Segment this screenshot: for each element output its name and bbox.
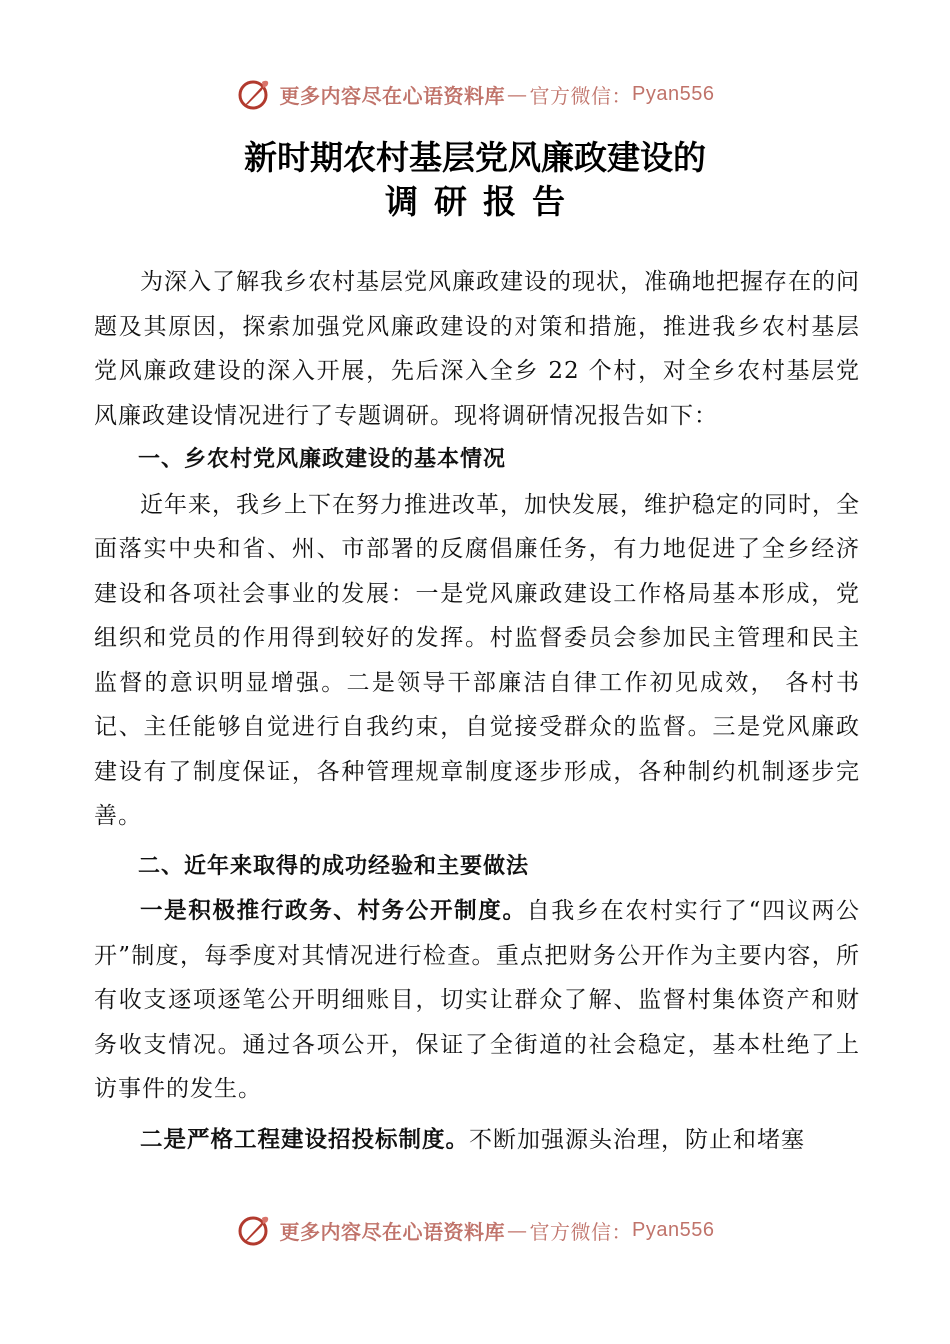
banner-wechat-id: Pyan556 bbox=[632, 82, 715, 105]
footer-watermark-banner bbox=[0, 1208, 950, 1252]
item-2-lead: 二是严格工程建设招投标制度。 bbox=[140, 1126, 470, 1153]
section-1-paragraph: 近年来，我乡上下在努力推进改革，加快发展，维护稳定的同时，全面落实中央和省、州、市部署的反腐倡廉任务，有力地促进了全乡经济建设和各项社会事业的发展：一是党风廉政建设工作格局基本形成，党组织和党员的作用得到较好的发挥。村监督委员会参加民主管理和民主监督的意识明显增强。二是领导干部廉洁自律工作初见成效， 各村书记、主任能够自觉进行自我约束，自觉接受群众的监督。三是党风廉政建设有了制度保证，各种管理规章制度逐步形成，各种制约机制逐步完善。 bbox=[94, 491, 860, 829]
banner-wechat-label: 官方微信： bbox=[529, 1219, 633, 1244]
document-subtitle: 调研报告 bbox=[385, 182, 581, 221]
quill-logo-icon bbox=[236, 1212, 272, 1248]
banner-separator: — bbox=[507, 1218, 528, 1242]
banner-wechat-id: Pyan556 bbox=[632, 1218, 715, 1241]
item-1-lead: 一是积极推行政务、村务公开制度。 bbox=[140, 898, 527, 924]
header-watermark-banner bbox=[0, 72, 950, 116]
banner-separator: — bbox=[507, 82, 528, 106]
banner-library-text: 更多内容尽在心语资料库 bbox=[279, 83, 506, 108]
banner-wechat-label: 官方微信： bbox=[529, 83, 633, 108]
item-2-body: 不断加强源头治理，防止和堵塞 bbox=[469, 1126, 806, 1153]
document-title: 新时期农村基层党风廉政建设的 bbox=[244, 138, 706, 177]
section-1-heading: 一、乡农村党风廉政建设的基本情况 bbox=[138, 447, 507, 472]
section-2-heading: 二、近年来取得的成功经验和主要做法 bbox=[138, 853, 530, 879]
intro-paragraph: 为深入了解我乡农村基层党风廉政建设的现状，准确地把握存在的问题及其原因，探索加强党风廉政建设的对策和措施，推进我乡农村基层党风廉政建设的深入开展，先后深入全乡 22 个村，对全乡农村基层党风廉政建设情况进行了专题调研。现将调研情况报告如下： bbox=[94, 269, 860, 429]
item-1-body: 自我乡在农村实行了“四议两公开”制度，每季度对其情况进行检查。重点把财务公开作为主要内容，所有收支逐项逐笔公开明细账目，切实让群众了解、监督村集体资产和财务收支情况。通过各项公开，保证了全街道的社会稳定，基本杜绝了上访事件的发生。 bbox=[94, 898, 860, 1102]
item-1-paragraph bbox=[94, 889, 860, 1112]
quill-logo-icon bbox=[236, 76, 272, 112]
item-2-paragraph bbox=[94, 1118, 860, 1163]
document-body bbox=[94, 260, 860, 1162]
banner-library-text: 更多内容尽在心语资料库 bbox=[279, 1219, 506, 1244]
